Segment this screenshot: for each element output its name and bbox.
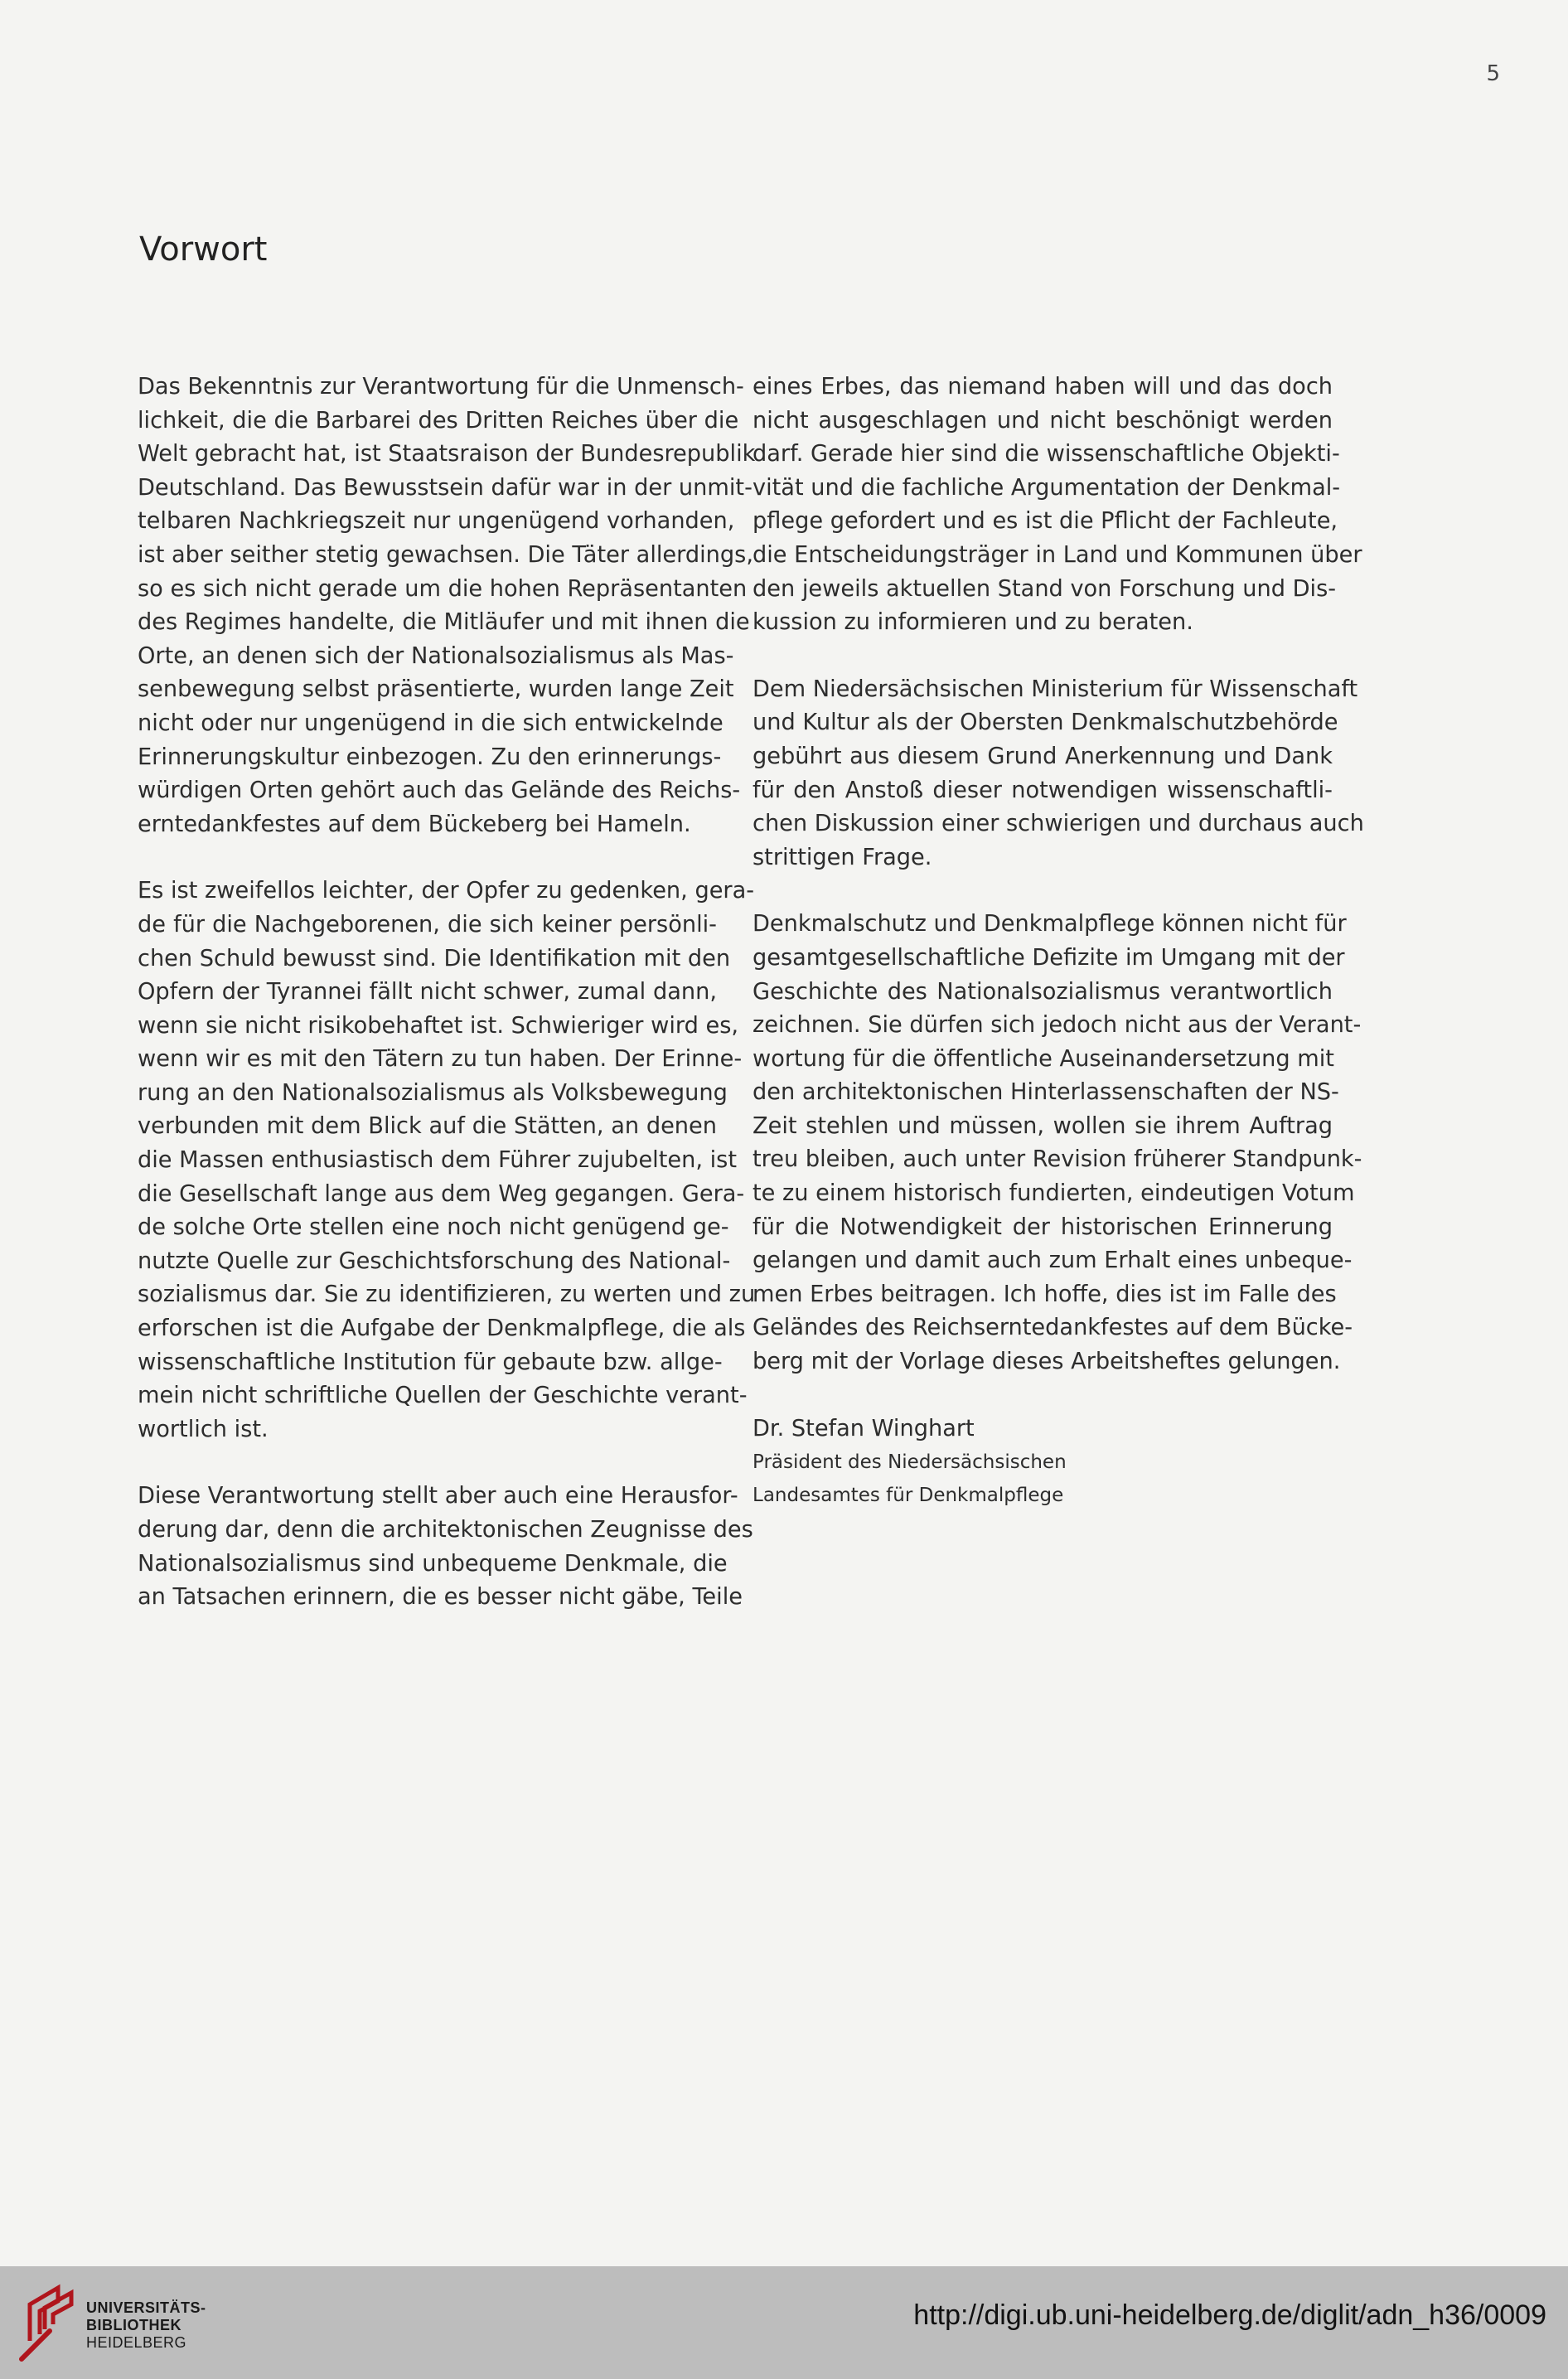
text-line: Diese Verantwortung stellt aber auch eine Herausfor- [138,1483,738,1509]
text-line: Denkmalschutz und Denkmalpflege können nicht für [753,911,1347,938]
text-line: wissenschaftliche Institution für gebaute bzw. allge- [138,1349,723,1375]
text-line: chen Diskussion einer schwierigen und durchaus auch [753,811,1364,837]
text-line: den jeweils aktuellen Stand von Forschung und Dis- [753,575,1337,602]
text-line: erforschen ist die Aufgabe der Denkmalpflege, die als [138,1315,746,1342]
text-line: de für die Nachgeborenen, die sich keiner persönli- [138,911,717,938]
text-line: Das Bekenntnis zur Verantwortung für die Unmensch- [138,374,744,400]
left-column [138,371,756,1648]
text-line: nutzte Quelle zur Geschichtsforschung des National- [138,1248,731,1274]
text-line: de solche Orte stellen eine noch nicht genügend ge- [138,1214,729,1241]
text-line: senbewegung selbst präsentierte, wurden lange Zeit [138,676,734,703]
text-line: nicht oder nur ungenügend in die sich entwickelnde [138,710,724,736]
library-name: UNIVERSITÄTS- BIBLIOTHEK HEIDELBERG [86,2299,206,2351]
text-line: gebührt aus diesem Grund Anerkennung und Dank [753,743,1333,769]
text-line: die Massen enthusiastisch dem Führer zujubelten, ist [138,1147,738,1174]
page-title: Vorwort [139,230,268,269]
text-line: kussion zu informieren und zu beraten. [753,609,1193,636]
text-line: rung an den Nationalsozialismus als Volksbewegung [138,1079,728,1106]
text-line: zeichnen. Sie dürfen sich jedoch nicht aus der Verant- [753,1012,1362,1039]
text-line: für die Notwendigkeit der historischen Erinnerung [753,1214,1333,1240]
text-line: chen Schuld bewusst sind. Die Identifikation mit den [138,945,731,971]
text-line: Dem Niedersächsischen Ministerium für Wissenschaft [753,676,1358,702]
text-line: mein nicht schriftliche Quellen der Geschichte verant- [138,1383,748,1409]
text-line: Geschichte des Nationalsozialismus verantwortlich [753,978,1333,1005]
paragraph [138,1480,753,1614]
paragraph [138,371,756,841]
text-line: gelangen und damit auch zum Erhalt eines unbeque- [753,1248,1353,1274]
text-line: derung dar, denn die architektonischen Zeugnisse des [138,1517,753,1543]
paragraph [138,875,756,1446]
text-line: Nationalsozialismus sind unbequeme Denkmale, die [138,1550,728,1577]
text-line: treu bleiben, auch unter Revision früherer Standpunk- [753,1146,1362,1173]
text-line: Welt gebracht hat, ist Staatsraison der Bundesrepublik [138,441,756,468]
footer-url-link[interactable]: http://digi.ub.uni-heidelberg.de/diglit/adn_h36/0009 [913,2299,1546,2331]
text-line: Zeit stehlen und müssen, wollen sie ihrem Auftrag [753,1112,1333,1139]
text-line: gesamtgesellschaftliche Defizite im Umgang mit der [753,944,1345,971]
signature-role: Landesamtes für Denkmalpflege [753,1484,1064,1506]
text-line: so es sich nicht gerade um die hohen Repräsentanten [138,575,748,602]
paragraph [753,673,1364,875]
text-line: pflege gefordert und es ist die Pflicht der Fachleute, [753,508,1338,535]
text-line: berg mit der Vorlage dieses Arbeitsheftes gelungen. [753,1349,1341,1375]
text-line: telbaren Nachkriegszeit nur ungenügend vorhanden, [138,508,735,535]
text-line: te zu einem historisch fundierten, eindeutigen Votum [753,1180,1355,1207]
text-line: wortlich ist. [138,1416,269,1442]
text-line: Deutschland. Das Bewusstsein dafür war in der unmit- [138,474,753,501]
text-line: vität und die fachliche Argumentation der Denkmal- [753,474,1341,501]
text-line: nicht ausgeschlagen und nicht beschönigt werden [753,407,1333,434]
text-line: würdigen Orten gehört auch das Gelände des Reichs- [138,778,741,804]
signature [753,1412,1333,1512]
footer-bar [0,2266,1568,2379]
text-line: wenn sie nicht risikobehaftet ist. Schwieriger wird es, [138,1012,739,1039]
text-line: eines Erbes, das niemand haben will und das doch [753,374,1333,400]
page-number: 5 [1486,61,1500,86]
paragraph [753,908,1362,1378]
text-line: die Gesellschaft lange aus dem Weg gegangen. Gera- [138,1180,745,1207]
text-line: Es ist zweifellos leichter, der Opfer zu gedenken, gera- [138,878,755,904]
text-line: lichkeit, die die Barbarei des Dritten Reiches über die [138,407,739,434]
text-line: Erinnerungskultur einbezogen. Zu den erinnerungs- [138,744,722,770]
text-line: darf. Gerade hier sind die wissenschaftliche Objekti- [753,441,1340,468]
paragraph [753,371,1362,640]
text-line: sozialismus dar. Sie zu identifizieren, zu werten und zu [138,1282,756,1308]
text-line: für den Anstoß dieser notwendigen wissenschaftli- [753,777,1333,803]
text-line: die Entscheidungsträger in Land und Kommunen über [753,541,1362,568]
text-line: und Kultur als der Obersten Denkmalschutzbehörde [753,710,1338,736]
text-line: ist aber seither stetig gewachsen. Die Täter allerdings, [138,541,753,568]
text-line: Opfern der Tyrannei fällt nicht schwer, zumal dann, [138,979,717,1005]
text-line: Orte, an denen sich der Nationalsozialismus als Mas- [138,642,734,669]
text-line: verbunden mit dem Blick auf die Stätten, an denen [138,1113,717,1140]
right-column [753,371,1364,1512]
text-line: des Regimes handelte, die Mitläufer und mit ihnen die [138,609,750,636]
text-line: erntedankfestes auf dem Bückeberg bei Hameln. [138,811,691,837]
text-line: wenn wir es mit den Tätern zu tun haben. Der Erinne- [138,1046,743,1073]
text-line: wortung für die öffentliche Auseinandersetzung mit [753,1045,1334,1072]
text-line: den architektonischen Hinterlassenschaften der NS- [753,1079,1339,1106]
text-line: strittigen Frage. [753,844,932,870]
text-line: Geländes des Reichserntedankfestes auf dem Bücke- [753,1315,1353,1341]
signature-role: Präsident des Niedersächsischen [753,1451,1067,1473]
ub-heidelberg-logo-icon [17,2283,83,2362]
signature-name: Dr. Stefan Winghart [753,1415,975,1441]
text-line: men Erbes beitragen. Ich hoffe, dies ist im Falle des [753,1281,1337,1307]
text-line: an Tatsachen erinnern, die es besser nicht gäbe, Teile [138,1584,743,1611]
